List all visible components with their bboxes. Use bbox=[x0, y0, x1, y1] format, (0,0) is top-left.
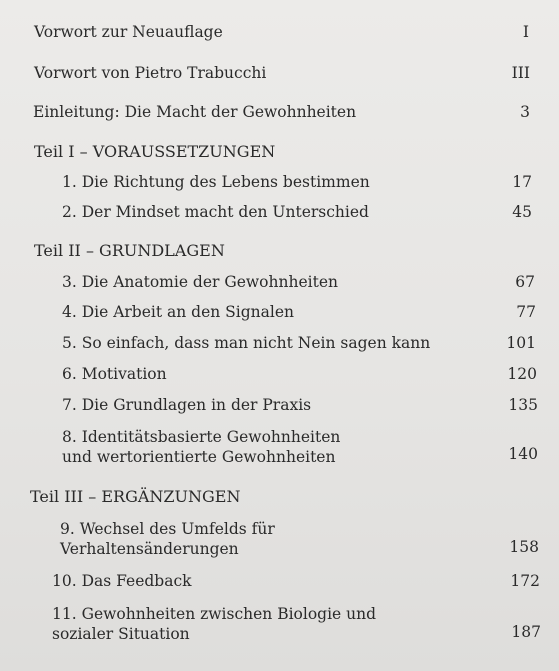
entry-page: 172 bbox=[510, 572, 540, 590]
entry-page: 187 bbox=[511, 623, 541, 641]
entry-page: 120 bbox=[507, 365, 537, 383]
entry-title: 10. Das Feedback bbox=[52, 572, 192, 590]
entry-title: 1. Die Richtung des Lebens bestimmen bbox=[62, 173, 370, 191]
entry-page: 135 bbox=[508, 396, 538, 414]
entry-title: Einleitung: Die Macht der Gewohnheiten bbox=[33, 103, 357, 121]
entry-page: 140 bbox=[508, 445, 538, 463]
entry-title: 3. Die Anatomie der Gewohnheiten bbox=[62, 273, 338, 291]
part-title: Teil I – VORAUSSETZUNGEN bbox=[34, 142, 276, 161]
entry-title: 2. Der Mindset macht den Unterschied bbox=[62, 203, 369, 221]
part-title: Teil III – ERGÄNZUNGEN bbox=[30, 487, 241, 506]
entry-page: 3 bbox=[520, 103, 530, 121]
toc-entry-chapter-8 bbox=[62, 427, 538, 467]
entry-page: 67 bbox=[515, 273, 535, 291]
entry-title: Vorwort zur Neuauflage bbox=[34, 23, 223, 41]
entry-page: 158 bbox=[509, 538, 539, 556]
entry-title: 11. Gewohnheiten zwischen Biologie und sozialer Situation bbox=[52, 605, 377, 643]
entry-page: I bbox=[522, 23, 529, 41]
entry-page: 17 bbox=[512, 173, 532, 191]
entry-title: 8. Identitätsbasierte Gewohnheiten und wertorientierte Gewohnheiten bbox=[62, 428, 341, 466]
entry-title: Vorwort von Pietro Trabucchi bbox=[34, 64, 267, 82]
entry-page: III bbox=[511, 64, 530, 82]
toc-entry-chapter-11 bbox=[52, 604, 541, 644]
toc-entry-chapter-9 bbox=[60, 519, 539, 559]
entry-page: 77 bbox=[516, 303, 536, 321]
entry-title: 6. Motivation bbox=[62, 365, 167, 383]
entry-title: 7. Die Grundlagen in der Praxis bbox=[62, 396, 312, 414]
entry-title: 9. Wechsel des Umfelds für Verhaltensänderungen bbox=[60, 520, 275, 558]
part-title: Teil II – GRUNDLAGEN bbox=[34, 241, 225, 260]
entry-page: 101 bbox=[506, 334, 536, 352]
entry-title: 4. Die Arbeit an den Signalen bbox=[62, 303, 295, 321]
entry-page: 45 bbox=[512, 203, 532, 221]
entry-title: 5. So einfach, dass man nicht Nein sagen kann bbox=[62, 334, 431, 352]
